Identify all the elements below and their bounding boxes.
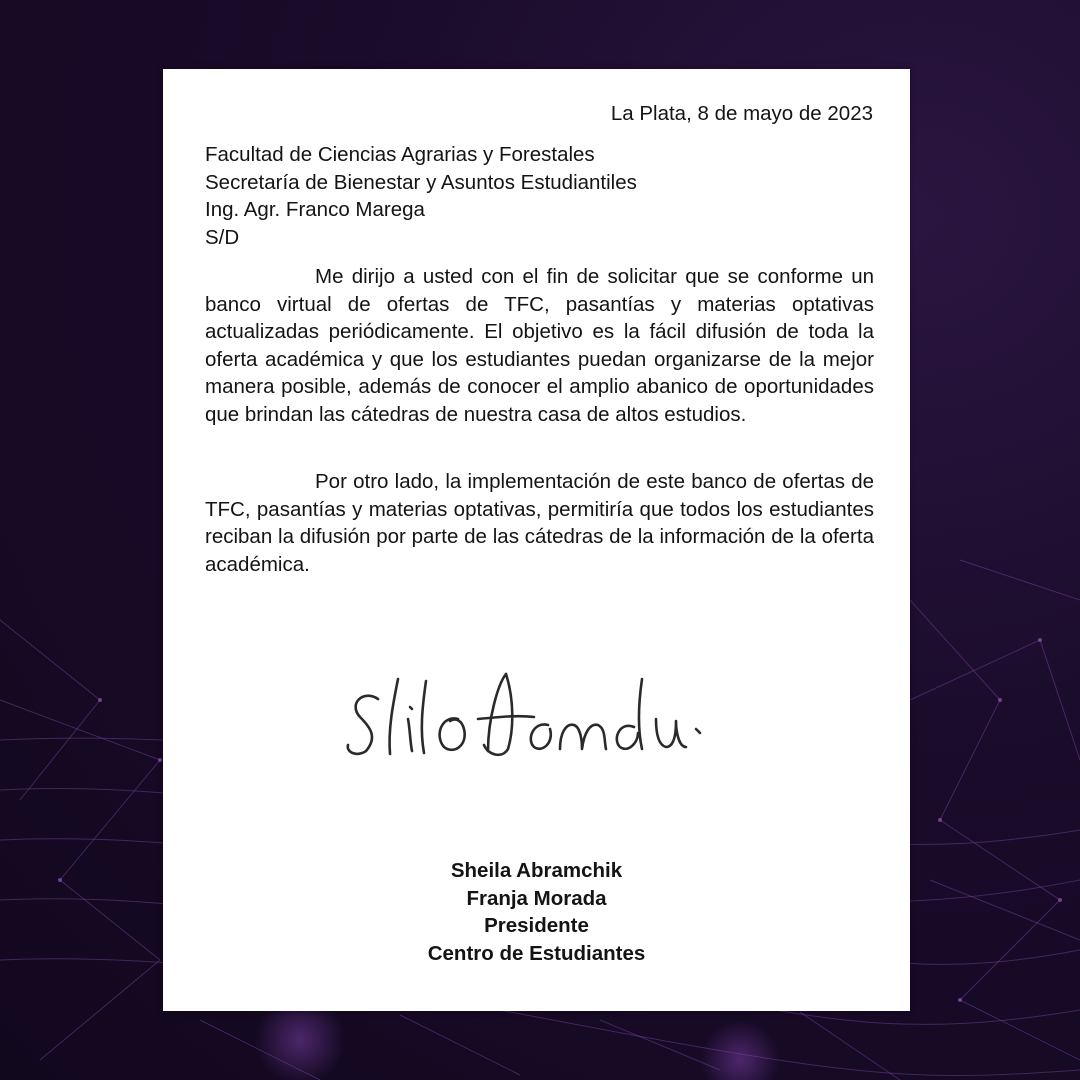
- letter-page: [163, 69, 910, 1011]
- recipient-faculty: Facultad de Ciencias Agrarias y Forestales: [205, 143, 595, 166]
- recipient-block: [205, 141, 637, 251]
- signatory-entity: Centro de Estudiantes: [427, 941, 646, 965]
- signature-icon: [338, 659, 738, 769]
- signatory-role: Presidente: [484, 914, 589, 937]
- signature-block: [163, 857, 910, 967]
- body-paragraph-2: Por otro lado, la implementación de este banco de ofertas de TFC, pasantías y materias optativas, permitiría que todos los estudiantes reciban la difusión por parte de las cátedras de la información de la oferta académica.: [205, 470, 874, 576]
- signatory-name: Sheila Abramchik: [450, 859, 623, 882]
- signatory-organization: Franja Morada: [466, 886, 607, 910]
- recipient-name: Ing. Agr. Franco Marega: [205, 198, 425, 221]
- body-paragraph-1: Me dirijo a usted con el fin de solicitar que se conforme un banco virtual de ofertas de TFC, pasantías y materias optativas actualizadas periódicamente. El objetivo es la fácil difusión de toda la oferta académica y que los estudiantes puedan organizarse de la mejor manera posible, además de conocer el amplio abanico de oportunidades que brindan las cátedras de nuestra casa de altos estudios.: [205, 265, 874, 426]
- recipient-salutation: S/D: [205, 225, 240, 249]
- letter-date: La Plata, 8 de mayo de 2023: [610, 102, 873, 125]
- recipient-secretariat: Secretaría de Bienestar y Asuntos Estudiantiles: [205, 170, 637, 194]
